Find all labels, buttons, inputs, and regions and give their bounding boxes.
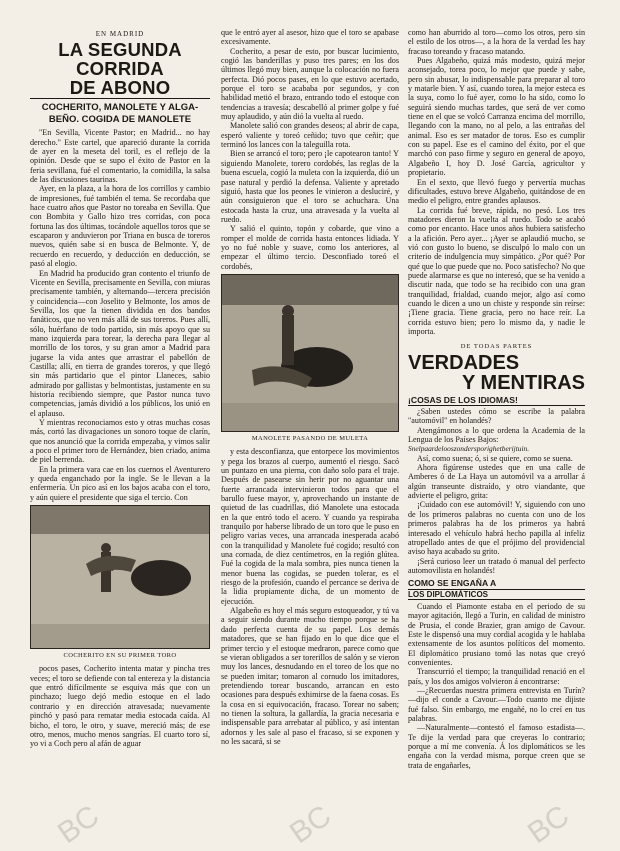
article-paragraph: Pues Algabeño, quizá más modesto, quizá mejor aconsejado, torea poco, lo mejor que puede y sabe, pero sin abusar, lo indispensable para preparar al toro y matarle bien. Y así, cuando torea, la mejor esteca es la suya, como lo fué ayer, como lo ha sido, como lo seguirá siendo muchas tardes, que será de ver como tiene en el que se volcó Carranza encima del morrillo, llegando con la mano, no al pelo, a las entrañas del animal. Eso es ser matador de toros. Eso es cumplir con su papel. Ese es el camino del éxito, por el que marchó con paso firme y seguro en general de apoyo, Algabeño I, hoy D. José García, agricultor y propietario.	[408, 56, 585, 178]
watermark: BC	[522, 799, 576, 851]
article-paragraph: ¿Saben ustedes cómo se escribe la palabra "automóvil" en holandés?	[408, 407, 585, 426]
article-paragraph: En la primera vara cae en los cuernos el Aventurero y queda enganchado por la ingle. Se le llevan a la enfermería. Un pico así en los bajos acaba con el toro, y aún quiere el presidente que siga el tercio. Con	[30, 464, 210, 502]
article-paragraph: y esta desconfianza, que entorpece los movimientos y pega los brazos al cuerpo, aumentó el riesgo. Sacó un puntazo en una pierna, con daño solo para el traje. Después de pasearse sin herir por no aguantar una fuerte arrancada intervinieron todos para que el barullo fuese mayor, y, aprovechando un instante de quietud de las cuadrillas, dió Manolete una estocada en la que entró todo el acero. Y cuando ya respiraba tranquilo por haberse librado de un toro que le puso en peligro varias veces, una arrancada inesperada acabó con la tranquilidad y Manolete fué cogido; resultó con una cornada, de diez centímetros, en la región glútea. Fué la cogida de la mala sombra, pies nunca tienen la menor buena las cogidas, se pueden tolerar, es el riesgo de la profesión, cuando el percance se deriva de la lidia propiamente dicha, de un momento de ejecución.	[221, 447, 399, 606]
article-paragraph: Ahora figúrense ustedes que en una calle de Amberes ó de La Haya un automóvil va a arrollar á algún transeunte distraído, y otro viandante, que advierte el peligro, grita:	[408, 463, 585, 501]
section-headline-2: Y MENTIRAS	[462, 371, 585, 394]
photo-cocherito	[30, 505, 210, 649]
article-paragraph: En el sexto, que llevó fuego y pervertía muchas dificultades, estuvo breve Algabeño, quitándose de en medio el peligro, entre grandes aplausos.	[408, 177, 585, 206]
article-paragraph: En Madrid ha producido gran contento el triunfo de Vicente en Sevilla, precisamente en Sevilla, con miuras precisamente también, y alternando—tercera precisión y coincidencia—con Joselito y Belmonte, los amos de Sevilla, los que la tienen dividida en dos bandos fanáticos, que no ven más allá de sus toreros. Pues allí, sólo, huérfano de todo partido, sin más apoyo que su mano izquierda para torear, la derecha para llegar al morrillo de los toros, y su gran amor a Madrid para jugarse la vida antes que arrastrar el pabellón de Castilla; allí, en tierra de grandes toreros, y que llegó sin más partidario que el pintor Llaneces, sabio admirado por gallistas y belmontistas, justamente en su historia recibiendo siempre, que Pastor nunca tuvo competencias, jamás dividió a los públicos, los unió en el aplauso.	[30, 268, 210, 418]
article-paragraph: Transcurrió el tiempo; la tranquilidad renació en el país, y los dos amigos volvieron á encontrarse:	[408, 667, 585, 686]
section-tag: EN MADRID	[95, 30, 145, 38]
article-paragraph: "En Sevilla, Vicente Pastor; en Madrid... no hay derecho." Este cartel, que apareció durante la corrida de ayer en la meseta del toril, es el reflejo de la opinión. Desde que se supo el éxito de Pastor en la feria sevillana, fué el comentario, la comidilla, la salsa de las discusiones taurinas.	[30, 128, 210, 185]
section-tag: DE TODAS PARTES	[460, 343, 533, 351]
article-paragraph: Manolete salió con grandes deseos; al abrir de capa, esperó valiente y toreó ceñido; tuvo que ceñir; que terminó los lances con la taleguilla rota.	[221, 121, 399, 150]
article-paragraph: —Naturalmente—contestó el famoso estadista—. Te dije la verdad para que creyeras lo contrario; porque a mí me convenía. Á los diplomáticos se les engaña con la verdad misma, porque creen que se trata de engañarles,	[408, 723, 585, 770]
subhead-line-1: COCHERITO, MANOLETE Y ALGA-	[41, 102, 199, 114]
watermark: BC	[52, 799, 106, 851]
article-paragraph: Bien se arrancó el toro; pero ¡le capotearon tanto! Y siguiendo Manolete, torero cordobés, las reglas de la buena escuela, cogió la muleta con la izquierda, dió un pase natural y perdió la defensa. Valiente y apretado siguió, hasta que los peones le vinieron a desluciré, y aún consiguieron que el toro se achuchara. Una estocada hasta la cruz, una atravesada y la vuelta al ruedo.	[221, 149, 399, 224]
article-paragraph: Cocherito, a pesar de esto, por buscar lucimiento, cogió las banderillas y puso tres pares; en los dos últimos llegó muy bien, aunque la colocación no fuera perfecta. Dió pocos pases, en lo que estuvo acertado, porque el toro se acababa por segundos, y con habilidad metió el brazo, entrando todo el estoque con tendencias a travesía; descabelló al primer golpe y fué muy aplaudido, y aún dió la vuelta al ruedo.	[221, 46, 399, 122]
rule	[30, 98, 210, 99]
watermark: BC	[284, 799, 338, 851]
headline-line-2: DE ABONO	[69, 77, 171, 99]
article-paragraph: Algabeño es hoy el más seguro estoqueador, y tú va a seguir siendo durante mucho tiempo porque se ha dado perfecta cuenta de su papel. Los demás matadores, que se han fijado en lo que dice que el primer tercio y el estoque medraron, parece como que se vieran obligados a ser torerillos de salón y se vieron muy los lances, desnudando en el toreo de los que no se pueden imitar; tomaron al cornudo los imitadores, pretendiendo torear buscando, arrancan en esto ocasiones para después exhimirse de la faena cosas. Es la cosa en si equivocación, fracaso. Torear no saben; no tienen la soltura, la gallardía, la gracia necesaria e indispensable para arrebatar al público, y así intentan adornos y les sale al paso el fracaso, si se exponen y no les sacará, si se	[221, 606, 399, 746]
column-left	[30, 30, 210, 749]
photo-caption: MANOLETE PASANDO DE MULETA	[251, 434, 369, 442]
subhead-line-2: BEÑO. COGIDA DE MANOLETE	[48, 114, 192, 126]
article-paragraph: Ayer, en la plaza, a la hora de los corrillos y cambio de impresiones, fué también el tema. Se recordaba que hace cuatro años que Pastor no toreaba en Sevilla. Que con Bombita y Gallo hizo tres corridas, con poca fortuna las dos últimas, tocándole aquellos toros que se escaparon y anduvieron por Triana en busca de toreros nuevos, quién sabe si en busca de Belmonte. Y, de recuerdo en recuerdo, y deducción en deducción, se pasó al elogio.	[30, 184, 210, 269]
article-paragraph: Así, como suena; ó, si se quiere, como se suena.	[417, 453, 573, 463]
column-middle	[221, 28, 399, 746]
dutch-word: Snelpaardelooszondersporighetberijtuin.	[408, 444, 530, 454]
article-paragraph: Cuando el Piamonte estaba en el periodo de su mayor agitación, llegó a Turin, en calidad de ministro de Prusia, el conde Brazier, gran amigo de Cavour. Este le dispensó una muy cordial acogida y le hablaba extensamente de los asuntos políticos del momento. El diplomático prusiano tomó las notas que creyó convenientes.	[408, 601, 585, 667]
article-paragraph: ¡Cuidado con ese automóvil! Y, siguiendo con uno de los primeros palabras no cuenta con uno de los primeros palabras ha de los primeros ya habrá interesado el vehículo habrá hecho papilla al infeliz atropellado antes de que el prójimo del providencial aviso haya acabado su grito.	[408, 500, 585, 557]
article-paragraph: La corrida fué breve, rápida, no pesó. Los tres matadores dieron la vuelta al ruedo. Todo se acabó como por encanto. Hace unos años hubiera satisfecho a la afición. Pero ayer... ¡Ayer se aplaudió mucho, se vió con gusto lo bueno, se disculpó lo malo con un criterio de indulgencia muy simpático. ¿Por qué? Por qué que lo que puede que no. Poco satisfecho? No que puede alarmarse es que no interesó, que se ha venido a discutir nada, que todo se ha recibido con una gran tranquilidad, frialdad, cuando mejor, algo así como cuando le dicen a uno un chiste y responde sin reírse: ¡Tiene gracia. Tiene gracia, pero no hace reír. La corrida estuvo bien; pero lo mismo da, y nadie le importa.	[408, 205, 585, 336]
column-right	[408, 28, 585, 770]
bullfight-photo-2	[222, 275, 399, 431]
story-kicker: LOS DIPLOMÁTICOS	[408, 589, 585, 600]
story-kicker: COMO SE ENGAÑA A	[408, 578, 497, 589]
article-paragraph: —¿Recuerdas nuestra primera entrevista en Turín?—dijo el conde a Cavour.—Todo cuanto me dijiste fué falso. Sin embargo, me engañé, no lo creí en tus palabras.	[408, 686, 585, 724]
photo-manolete	[221, 274, 399, 432]
article-paragraph: como han aburrido al toro—como los otros, pero sin el estilo de los otros—, a la hora de la verdad les hay fracaso toreando y fracaso matando.	[408, 28, 585, 56]
article-paragraph: Atengámonos a lo que ordena la Academia de la Lengua de los Países Bajos:	[408, 425, 585, 445]
article-paragraph: pocos pases, Cocherito intenta matar y pincha tres veces; el toro se defiende con tal entereza y la distancia que entró difícilmente se esquiva más que con un pinchazo; luego dejó medio estoque en el lado contrario y en dirección atravesada; nuevamente pinchó y pasó para rematar media estocada caída. Al bicho, el toro, le otro, y suave, mereció más; de ese otro, menos, mucho menos sangrías. El cuarto toro sí, yo vi a Coch pero al afán de aguar	[30, 664, 210, 749]
section-headline-1: VERDADES	[408, 351, 520, 374]
story-kicker: ¡COSAS DE LOS IDIOMAS!	[408, 396, 585, 406]
headline-line-1: LA SEGUNDA CORRIDA	[58, 39, 182, 80]
bullfight-photo-1	[31, 506, 210, 648]
article-paragraph: ¡Será curioso leer un tratado ó manual del perfecto automovilista en holandés!	[408, 556, 585, 575]
photo-caption: COCHERITO EN SU PRIMER TORO	[63, 652, 177, 660]
article-paragraph: que le entró ayer al asesor, hizo que el toro se apabase excesivamente.	[221, 28, 399, 47]
article-paragraph: Y salió el quinto, topón y cobarde, que vino a romper el molde de corrida hasta entonces lidiada. Y yo no fué noble y suave, como los anteriores, al empezar el último tercio. Desconfiado toreó el cordobés,	[221, 224, 399, 271]
article-paragraph: Y mientras reconociamos esto y otras muchas cosas más, cortó las divagaciones un sonoro toque de clarín, que nos anunció que la corrida empezaba, y vimos salir a poco el primer toro de Hernández, bien criado, anima de piel berrenda.	[30, 418, 210, 465]
